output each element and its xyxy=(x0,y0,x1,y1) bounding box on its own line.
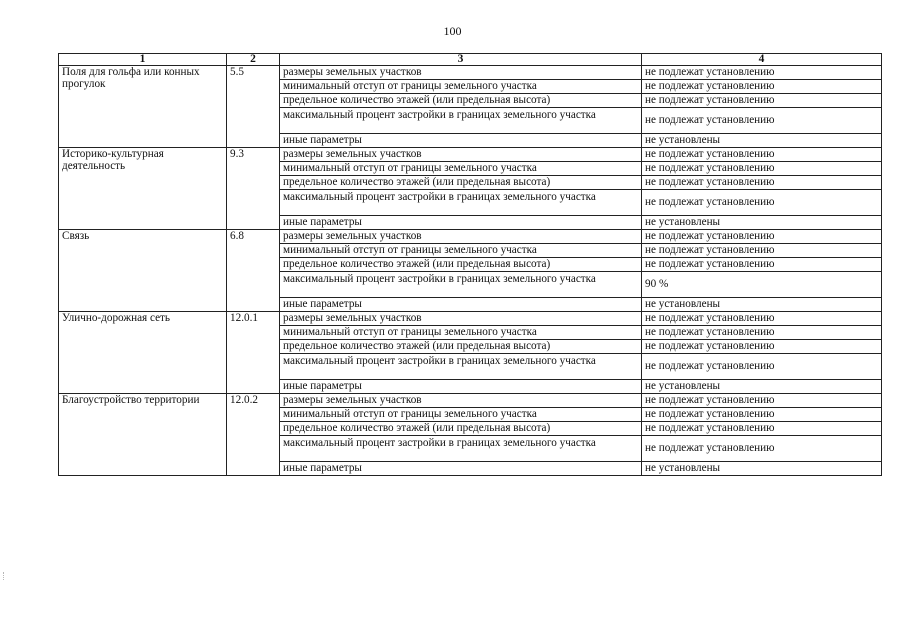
parameter-value: не подлежат установлению xyxy=(642,436,882,462)
parameter-name: иные параметры xyxy=(280,462,642,476)
parameter-value: не подлежат установлению xyxy=(642,162,882,176)
column-header-1: 1 xyxy=(59,54,227,66)
parameter-name: минимальный отступ от границы земельного участка xyxy=(280,244,642,258)
table-body xyxy=(59,66,882,476)
parameter-value: не подлежат установлению xyxy=(642,312,882,326)
parameter-value: не подлежат установлению xyxy=(642,244,882,258)
parameter-name: максимальный процент застройки в границах земельного участка xyxy=(280,436,642,462)
land-use-name: Связь xyxy=(59,230,227,312)
parameter-value: не подлежат установлению xyxy=(642,340,882,354)
parameter-name: предельное количество этажей (или предельная высота) xyxy=(280,258,642,272)
parameter-name: размеры земельных участков xyxy=(280,230,642,244)
parameter-value: не подлежат установлению xyxy=(642,354,882,380)
land-use-code: 12.0.2 xyxy=(227,394,280,476)
table-header-row xyxy=(59,54,882,66)
land-use-code: 12.0.1 xyxy=(227,312,280,394)
parameter-name: иные параметры xyxy=(280,216,642,230)
parameter-name: максимальный процент застройки в границах земельного участка xyxy=(280,190,642,216)
zoning-parameters-table xyxy=(58,53,882,476)
land-use-name: Улично-дорожная сеть xyxy=(59,312,227,394)
parameter-name: максимальный процент застройки в границах земельного участка xyxy=(280,354,642,380)
parameter-value: не подлежат установлению xyxy=(642,190,882,216)
parameter-name: предельное количество этажей (или предельная высота) xyxy=(280,340,642,354)
parameter-name: иные параметры xyxy=(280,380,642,394)
page-number: 100 xyxy=(443,24,462,38)
land-use-code: 9.3 xyxy=(227,148,280,230)
column-header-2: 2 xyxy=(227,54,280,66)
land-use-name: Поля для гольфа или конных прогулок xyxy=(59,66,227,148)
parameter-value: не подлежат установлению xyxy=(642,176,882,190)
parameter-name: максимальный процент застройки в границах земельного участка xyxy=(280,272,642,298)
parameter-value: не подлежат установлению xyxy=(642,80,882,94)
parameter-name: минимальный отступ от границы земельного участка xyxy=(280,162,642,176)
parameter-value: не подлежат установлению xyxy=(642,94,882,108)
parameter-value: не установлены xyxy=(642,216,882,230)
table-row xyxy=(59,394,882,408)
table-row xyxy=(59,66,882,80)
column-header-4: 4 xyxy=(642,54,882,66)
table-row xyxy=(59,312,882,326)
parameter-value: не подлежат установлению xyxy=(642,148,882,162)
parameter-name: размеры земельных участков xyxy=(280,66,642,80)
parameter-value: не подлежат установлению xyxy=(642,230,882,244)
parameter-value: не подлежат установлению xyxy=(642,258,882,272)
parameter-name: минимальный отступ от границы земельного участка xyxy=(280,326,642,340)
land-use-name: Благоустройство территории xyxy=(59,394,227,476)
land-use-code: 6.8 xyxy=(227,230,280,312)
table-row xyxy=(59,148,882,162)
parameter-value: не подлежат установлению xyxy=(642,326,882,340)
parameter-value: не установлены xyxy=(642,462,882,476)
land-use-code: 5.5 xyxy=(227,66,280,148)
parameter-name: минимальный отступ от границы земельного участка xyxy=(280,408,642,422)
parameter-value: 90 % xyxy=(642,272,882,298)
parameter-value: не подлежат установлению xyxy=(642,394,882,408)
parameter-name: размеры земельных участков xyxy=(280,148,642,162)
parameter-name: иные параметры xyxy=(280,298,642,312)
land-use-name: Историко-культурная деятельность xyxy=(59,148,227,230)
parameter-value: не подлежат установлению xyxy=(642,66,882,80)
parameter-name: максимальный процент застройки в границах земельного участка xyxy=(280,108,642,134)
margin-mark xyxy=(3,572,7,580)
parameter-value: не подлежат установлению xyxy=(642,108,882,134)
table-row xyxy=(59,230,882,244)
parameter-value: не подлежат установлению xyxy=(642,408,882,422)
parameter-name: размеры земельных участков xyxy=(280,312,642,326)
parameter-name: минимальный отступ от границы земельного участка xyxy=(280,80,642,94)
parameter-value: не установлены xyxy=(642,380,882,394)
parameter-name: иные параметры xyxy=(280,134,642,148)
parameter-name: предельное количество этажей (или предельная высота) xyxy=(280,176,642,190)
parameter-name: предельное количество этажей (или предельная высота) xyxy=(280,94,642,108)
parameter-name: предельное количество этажей (или предельная высота) xyxy=(280,422,642,436)
parameter-name: размеры земельных участков xyxy=(280,394,642,408)
parameter-value: не установлены xyxy=(642,298,882,312)
parameter-value: не установлены xyxy=(642,134,882,148)
column-header-3: 3 xyxy=(280,54,642,66)
parameter-value: не подлежат установлению xyxy=(642,422,882,436)
